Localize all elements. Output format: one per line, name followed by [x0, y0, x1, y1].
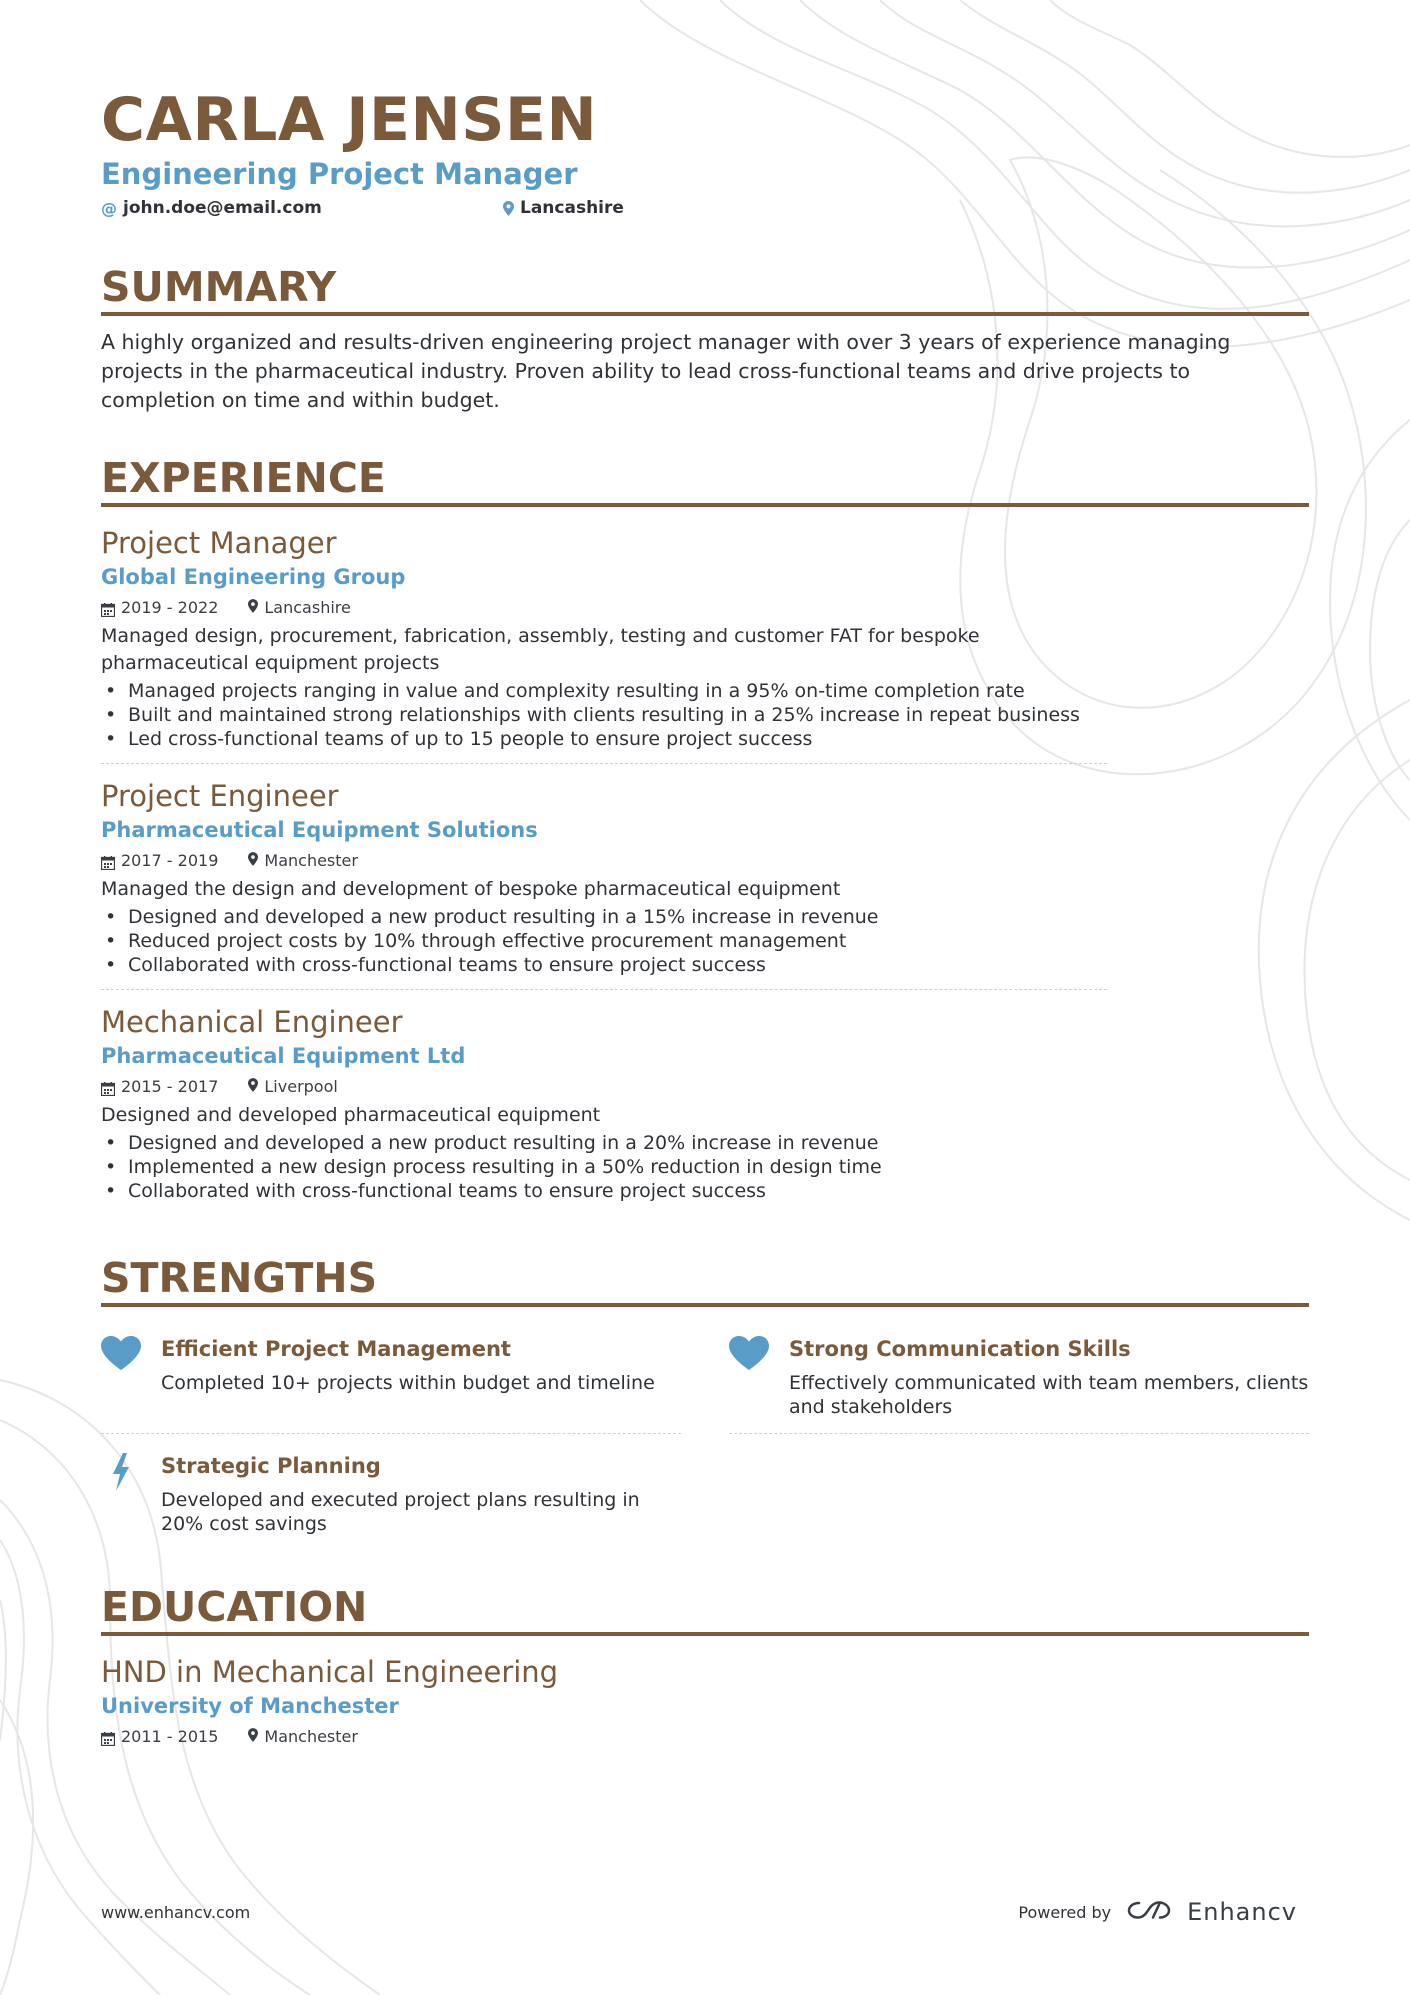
- experience-section: [101, 455, 1107, 1215]
- job-bullet: • Implemented a new design process resulting in a 50% reduction in design time: [101, 1155, 1107, 1179]
- job-role: Project Engineer: [101, 779, 339, 813]
- heart-icon: [101, 1335, 161, 1421]
- job-company: Pharmaceutical Equipment Ltd: [101, 1044, 466, 1068]
- location-pin-icon: [503, 201, 514, 216]
- strengths-section: [101, 1254, 1309, 1550]
- contact-info: [101, 198, 1107, 218]
- summary-section: [101, 263, 1231, 415]
- job-bullet: • Managed projects ranging in value and complexity resulting in a 95% on-time completion rate: [101, 679, 1107, 703]
- education-dates: 2011 - 2015: [121, 1727, 219, 1746]
- job-bullet: • Built and maintained strong relationships with clients resulting in a 25% increase in repeat business: [101, 703, 1107, 727]
- location-pin-icon: [248, 597, 258, 619]
- education-entry: [101, 1640, 1107, 1760]
- at-sign-icon: @: [101, 198, 117, 218]
- job-bullets: [101, 905, 1107, 977]
- strength-item: [101, 1317, 681, 1434]
- calendar-icon: [101, 1730, 115, 1744]
- job-dates: 2019 - 2022: [121, 598, 219, 617]
- strength-item: [101, 1434, 681, 1550]
- location-pin-icon: [248, 1076, 258, 1098]
- calendar-icon: [101, 854, 115, 868]
- job-description: Designed and developed pharmaceutical equipment: [101, 1104, 601, 1126]
- job-dates: 2015 - 2017: [121, 1077, 219, 1096]
- contact-email[interactable]: [101, 198, 503, 218]
- job-bullet: • Led cross-functional teams of up to 15 people to ensure project success: [101, 727, 1107, 751]
- strength-item: [729, 1317, 1309, 1434]
- strengths-heading: STRENGTHS: [101, 1255, 1309, 1307]
- experience-entry: [101, 511, 1107, 764]
- strength-title: Efficient Project Management: [161, 1337, 511, 1361]
- location-pin-icon: [248, 850, 258, 872]
- calendar-icon: [101, 1080, 115, 1094]
- job-bullet: • Designed and developed a new product resulting in a 15% increase in revenue: [101, 905, 1107, 929]
- job-role: Mechanical Engineer: [101, 1005, 403, 1039]
- contact-location: [503, 198, 624, 218]
- job-bullets: [101, 679, 1107, 751]
- job-bullet: • Designed and developed a new product resulting in a 20% increase in revenue: [101, 1131, 1107, 1155]
- candidate-title: Engineering Project Manager: [101, 157, 578, 191]
- powered-by-label: Powered by: [1018, 1902, 1112, 1922]
- job-location: Manchester: [264, 851, 358, 870]
- strength-text: Effectively communicated with team members, clients and stakeholders: [789, 1372, 1309, 1418]
- job-meta: [101, 850, 1107, 872]
- degree: HND in Mechanical Engineering: [101, 1655, 559, 1689]
- job-dates: 2017 - 2019: [121, 851, 219, 870]
- job-location: Lancashire: [264, 598, 351, 617]
- job-company: Global Engineering Group: [101, 565, 406, 589]
- calendar-icon: [101, 601, 115, 615]
- education-section: [101, 1584, 1107, 1760]
- job-meta: [101, 597, 1107, 619]
- summary-heading: SUMMARY: [101, 264, 1309, 316]
- job-meta: [101, 1076, 1107, 1098]
- lightning-icon: [101, 1452, 161, 1538]
- experience-entry: [101, 764, 1107, 990]
- resume-header: [101, 86, 1107, 218]
- strength-title: Strategic Planning: [161, 1454, 381, 1478]
- heart-icon: [729, 1335, 789, 1421]
- location-pin-icon: [248, 1726, 258, 1748]
- education-heading: EDUCATION: [101, 1584, 1309, 1636]
- strength-text: Developed and executed project plans resulting in 20% cost savings: [161, 1489, 640, 1535]
- page-footer: [101, 1898, 1297, 1926]
- strengths-grid: [101, 1317, 1309, 1550]
- job-bullet: • Collaborated with cross-functional teams to ensure project success: [101, 1179, 1107, 1203]
- job-description: Managed the design and development of bespoke pharmaceutical equipment: [101, 878, 841, 900]
- location-text: Lancashire: [520, 198, 624, 218]
- job-bullets: [101, 1131, 1107, 1203]
- brand-name: Enhancv: [1187, 1898, 1297, 1926]
- footer-url-link[interactable]: www.enhancv.com: [101, 1902, 251, 1922]
- education-location: Manchester: [264, 1727, 358, 1746]
- enhancv-logo-icon: [1125, 1898, 1173, 1926]
- experience-entry: [101, 990, 1107, 1215]
- job-description: Managed design, procurement, fabrication, assembly, testing and customer FAT for bespoke pharmaceutical equipment projects: [101, 625, 980, 674]
- email-text: john.doe@email.com: [123, 198, 322, 218]
- job-company: Pharmaceutical Equipment Solutions: [101, 818, 538, 842]
- education-meta: [101, 1726, 1107, 1748]
- job-role: Project Manager: [101, 526, 337, 560]
- experience-heading: EXPERIENCE: [101, 455, 1309, 507]
- school: University of Manchester: [101, 1694, 399, 1718]
- summary-text: A highly organized and results-driven engineering project manager with over 3 years of experience managing projects in the pharmaceutical industry. Proven ability to lead cross-functional teams and drive projects to completion on time and within budget.: [101, 330, 1231, 412]
- strength-title: Strong Communication Skills: [789, 1337, 1131, 1361]
- candidate-name: CARLA JENSEN: [101, 85, 598, 155]
- job-bullet: • Collaborated with cross-functional teams to ensure project success: [101, 953, 1107, 977]
- job-bullet: • Reduced project costs by 10% through effective procurement management: [101, 929, 1107, 953]
- strength-text: Completed 10+ projects within budget and timeline: [161, 1372, 655, 1394]
- job-location: Liverpool: [264, 1077, 338, 1096]
- footer-brand: [1018, 1898, 1297, 1926]
